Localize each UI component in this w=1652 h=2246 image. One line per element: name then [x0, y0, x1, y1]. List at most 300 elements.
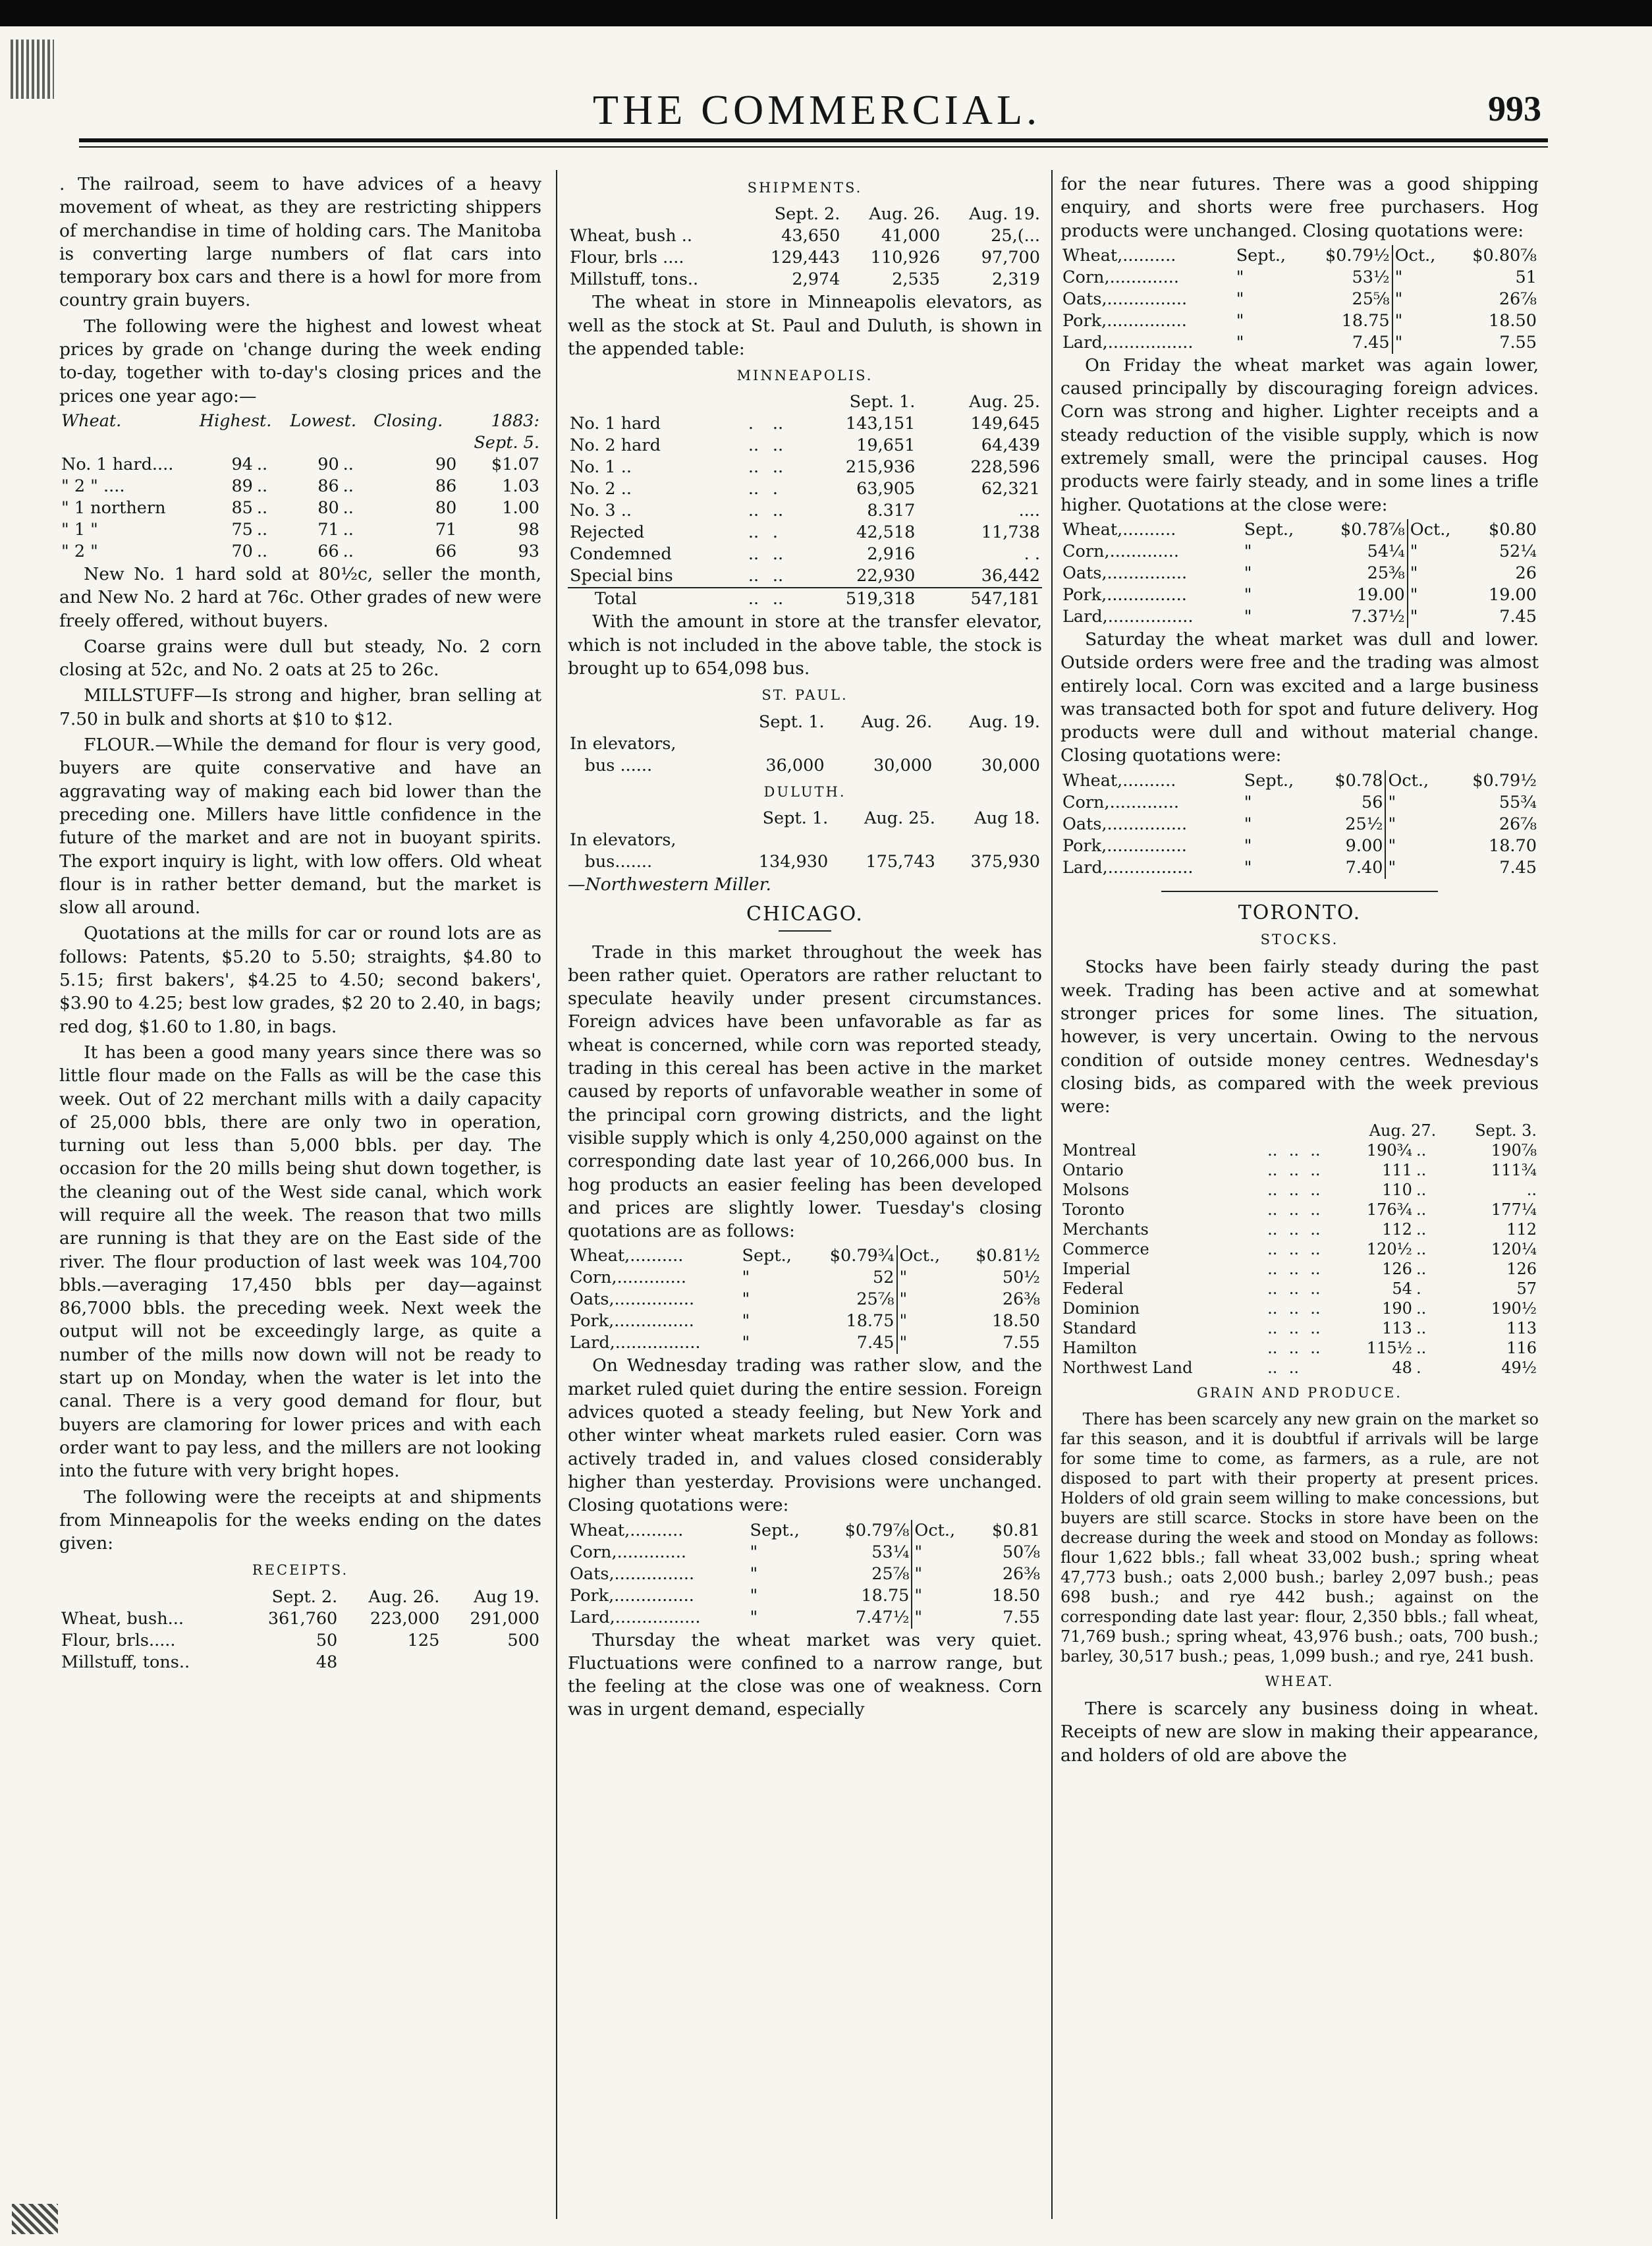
- cell: ..: [1310, 1200, 1321, 1220]
- cell: No. 1 hard....: [61, 454, 174, 474]
- cell: ..: [1288, 1299, 1299, 1318]
- section-heading-toronto: TORONTO.: [1238, 901, 1362, 924]
- section-rule: [1161, 891, 1438, 892]
- table-total-row: [568, 588, 1042, 610]
- duluth-stock-table: [568, 808, 1042, 873]
- cell: 120½: [1366, 1240, 1412, 1259]
- cell: ..: [1310, 1279, 1321, 1299]
- cell: 49½: [1501, 1359, 1537, 1378]
- cell: ..: [1416, 1220, 1427, 1239]
- cell: 18.50: [991, 1311, 1040, 1332]
- receipts-table: [59, 1586, 541, 1673]
- cell: 190⅞: [1491, 1141, 1537, 1160]
- cell: Wheat,..........: [570, 1520, 684, 1540]
- table-row: [568, 1267, 1042, 1289]
- cell: 2,319: [991, 269, 1040, 290]
- cell: ..: [1310, 1220, 1321, 1239]
- cell: ": [1408, 606, 1469, 628]
- cell: 18.70: [1488, 835, 1537, 856]
- cell: Lard,................: [1062, 332, 1194, 352]
- cell: ..: [1416, 1181, 1427, 1200]
- cell: ..: [1310, 1260, 1321, 1279]
- table-row: [1060, 563, 1539, 584]
- cell: ": [1244, 857, 1252, 878]
- cell: ": [1392, 332, 1451, 354]
- cell: ..: [1288, 1141, 1299, 1160]
- table-row: [568, 247, 1042, 269]
- cell: $0.78⅞: [1340, 519, 1405, 540]
- table-row: [1060, 770, 1539, 792]
- cell: 50⅞: [1002, 1542, 1040, 1562]
- cell: ..: [343, 541, 354, 561]
- st-paul-stock-table: [568, 712, 1042, 777]
- table-row: [568, 522, 1042, 544]
- cell: 64,439: [981, 435, 1040, 456]
- cell: Commerce: [1062, 1240, 1149, 1259]
- cell: 120¼: [1491, 1240, 1537, 1259]
- cell: 42,518: [856, 522, 916, 543]
- table-row: [1060, 541, 1539, 563]
- cell: Total: [568, 588, 746, 610]
- table-header: Aug 18.: [974, 808, 1040, 828]
- paragraph: . The railroad, seem to have advices of a heavy movement of wheat, as they are restricting shippers of merchandise in time of holding cars. The Manitoba is converting large numbers of flat cars into temporary box cars and there is a howl for more from country grain buyers.: [59, 174, 541, 311]
- cell: 19.00: [1488, 584, 1537, 605]
- cell: 86: [435, 476, 457, 496]
- cell: 115½: [1366, 1339, 1412, 1358]
- cell: " 1 ": [61, 519, 98, 540]
- section-heading: STOCKS.: [1260, 932, 1339, 948]
- heading-rule: [779, 930, 831, 932]
- cell: .: [772, 522, 778, 543]
- paragraph: Stocks have been fairly steady during the past week. Trading has been active and at somewhat stronger prices for some lines. The situation, however, is very uncertain. Owing to the nervous condition of outside money centres. Wednesday's closing bids, as compared with the week previous were:: [1060, 957, 1539, 1117]
- source-attribution: —Northwestern Miller.: [568, 874, 771, 895]
- cell: 80: [435, 497, 457, 518]
- cell: Oats,...............: [1062, 814, 1188, 834]
- cell: In elevators,: [570, 829, 676, 850]
- cell: ": [1244, 814, 1252, 834]
- cell: 57: [1516, 1279, 1537, 1299]
- cell: 177¼: [1491, 1200, 1537, 1220]
- cell: 30,000: [981, 755, 1040, 775]
- cell: Oct.,: [897, 1245, 955, 1267]
- table-row: [568, 457, 1042, 478]
- cell: ": [1385, 857, 1446, 879]
- cell: ": [897, 1289, 955, 1310]
- table-row: [1060, 1160, 1539, 1180]
- cell: 48: [316, 1652, 338, 1672]
- cell: 36,442: [981, 566, 1040, 586]
- cell: 143,151: [845, 414, 916, 434]
- cell: 62,321: [981, 479, 1040, 499]
- cell: $0.81½: [976, 1246, 1040, 1266]
- column-divider: [556, 170, 557, 2219]
- cell: ..: [1288, 1220, 1299, 1239]
- cell: Pork,...............: [570, 1585, 694, 1606]
- paragraph: for the near futures. There was a good shipping enquiry, and shorts were free purchasers. Hog products were unchanged. Closing quotations were:: [1060, 174, 1539, 241]
- cell: Standard: [1062, 1319, 1137, 1338]
- table-header: Aug. 25.: [969, 392, 1040, 412]
- cell: Sept.,: [742, 1246, 792, 1266]
- cell: $1.07: [491, 454, 539, 474]
- cell: 98: [518, 519, 539, 540]
- cell: 228,596: [970, 457, 1040, 478]
- cell: Wheat, bush...: [61, 1608, 184, 1629]
- cell: ..: [748, 479, 759, 499]
- cell: 97,700: [981, 248, 1040, 268]
- cell: " 2 " ....: [61, 476, 125, 496]
- cell: Sept.,: [1244, 770, 1294, 791]
- cell: ..: [1267, 1359, 1278, 1378]
- table-row: [568, 269, 1042, 291]
- cell: Pork,...............: [1062, 835, 1187, 856]
- paragraph: The wheat in store in Minneapolis elevators, as well as the stock at St. Paul and Duluth, is shown in the appended table:: [568, 292, 1042, 359]
- cell: ..: [772, 457, 784, 478]
- section-heading: RECEIPTS.: [252, 1562, 349, 1579]
- cell: 134,930: [758, 851, 829, 872]
- cell: Corn,.............: [1062, 541, 1179, 561]
- cell: 111: [1382, 1161, 1412, 1180]
- cell: ": [912, 1585, 972, 1607]
- cell: ": [912, 1563, 972, 1585]
- cell: ": [897, 1310, 955, 1332]
- cell: Millstuff, tons..: [61, 1652, 190, 1672]
- table-row: [568, 1310, 1042, 1332]
- scan-artifact-mark: [12, 2204, 58, 2234]
- cell: Sept.,: [1236, 245, 1286, 266]
- cell: ..: [1288, 1359, 1299, 1378]
- table-row: [1060, 1239, 1539, 1259]
- cell: ": [1244, 584, 1252, 605]
- table-row: [568, 544, 1042, 565]
- cell: ..: [772, 435, 784, 456]
- cell: In elevators,: [570, 733, 676, 754]
- cell: ..: [1310, 1161, 1321, 1180]
- cell: 547,181: [917, 588, 1042, 610]
- cell: ..: [1526, 1181, 1537, 1200]
- cell: " 1 northern: [61, 497, 166, 518]
- table-row: [1060, 519, 1539, 541]
- cell: ": [897, 1267, 955, 1289]
- cell: 125: [407, 1630, 440, 1650]
- cell: ": [1408, 563, 1469, 584]
- scan-artifact-mark: [11, 40, 54, 99]
- cell: ..: [748, 566, 759, 586]
- cell: 56: [1362, 792, 1383, 812]
- cell: ": [742, 1289, 750, 1310]
- cell: 71: [435, 519, 457, 540]
- cell: 48: [1392, 1359, 1412, 1378]
- section-heading-chicago: CHICAGO.: [746, 903, 864, 926]
- table-row: [568, 500, 1042, 522]
- table-row: [1060, 310, 1539, 332]
- chicago-quotes-wednesday: [568, 1520, 1042, 1629]
- cell: ": [1392, 267, 1451, 289]
- cell: ": [750, 1607, 758, 1627]
- cell: Hamilton: [1062, 1339, 1137, 1358]
- cell: Oct.,: [1408, 519, 1469, 541]
- cell: ..: [1267, 1279, 1278, 1299]
- cell: 52: [873, 1268, 895, 1288]
- table-header: Aug. 19.: [969, 712, 1040, 732]
- cell: $0.80⅞: [1472, 245, 1537, 266]
- cell: Lard,................: [1062, 857, 1194, 878]
- cell: 26⅞: [1499, 289, 1537, 309]
- cell: Oct.,: [1385, 770, 1446, 792]
- table-header: Lowest.: [290, 410, 356, 431]
- cell: ..: [1416, 1319, 1427, 1338]
- cell: ..: [771, 588, 795, 610]
- cell: 43,650: [781, 226, 840, 246]
- chicago-quotes-thursday: [1060, 245, 1539, 354]
- cell: 2,535: [892, 269, 941, 290]
- cell: 519,318: [795, 588, 917, 610]
- cell: No. 2 ..: [570, 479, 632, 499]
- cell: bus ......: [584, 755, 653, 775]
- cell: Wheat,..........: [1062, 245, 1176, 266]
- cell: 7.55: [1003, 1333, 1040, 1353]
- chicago-quotes-tuesday: [568, 1245, 1042, 1354]
- table-row: [1060, 606, 1539, 628]
- header-rule-thin: [79, 146, 1548, 148]
- table-header: Sept. 1.: [762, 808, 829, 828]
- table-header: Wheat.: [61, 410, 122, 431]
- cell: 19,651: [856, 435, 916, 456]
- cell: ..: [748, 457, 759, 478]
- table-row: [59, 541, 541, 563]
- page-header: [92, 86, 1541, 138]
- cell: ..: [1267, 1181, 1278, 1200]
- cell: 223,000: [370, 1608, 440, 1629]
- cell: Oct.,: [912, 1520, 972, 1542]
- table-header: Sept. 3.: [1475, 1121, 1537, 1140]
- cell: 86: [317, 476, 339, 496]
- section-heading: ST. PAUL.: [761, 687, 848, 704]
- table-row: [59, 1608, 541, 1630]
- cell: ..: [1416, 1141, 1427, 1160]
- cell: $0.79½: [1325, 245, 1390, 266]
- cell: . .: [1024, 544, 1040, 565]
- table-row: [59, 454, 541, 476]
- cell: 90: [317, 454, 339, 474]
- cell: 500: [507, 1630, 539, 1650]
- cell: Flour, brls ....: [570, 248, 684, 268]
- cell: 41,000: [881, 226, 941, 246]
- table-row: [568, 829, 1042, 851]
- paragraph: Thursday the wheat market was very quiet. Fluctuations were confined to a narrow range, but the feeling at the close was one of weakness. Corn was in urgent demand, especially: [568, 1629, 1042, 1720]
- paragraph: Saturday the wheat market was dull and lower. Outside orders were free and the trading was almost entirely local. Corn was excited and a large business was transacted both for spot and future delivery. Hog products were dull and without material change. Closing quotations were:: [1060, 629, 1539, 766]
- cell: 25⅞: [856, 1289, 895, 1310]
- cell: Pork,...............: [1062, 310, 1187, 331]
- cell: ..: [1310, 1240, 1321, 1259]
- cell: ..: [772, 544, 784, 565]
- cell: ..: [746, 588, 771, 610]
- cell: 26⅜: [1002, 1563, 1040, 1584]
- cell: ..: [1288, 1260, 1299, 1279]
- cell: ": [897, 1332, 955, 1354]
- cell: 89: [231, 476, 253, 496]
- cell: Condemned: [570, 544, 672, 565]
- cell: 190¾: [1366, 1141, 1412, 1160]
- cell: ..: [748, 544, 759, 565]
- cell: ..: [1267, 1161, 1278, 1180]
- cell: ..: [1288, 1181, 1299, 1200]
- cell: Imperial: [1062, 1260, 1130, 1279]
- cell: ..: [772, 501, 784, 521]
- cell: ..: [1416, 1339, 1427, 1358]
- cell: .: [748, 414, 754, 434]
- cell: Corn,.............: [1062, 792, 1179, 812]
- table-row: [568, 478, 1042, 500]
- cell: ..: [1288, 1279, 1299, 1299]
- cell: $0.79⅞: [844, 1520, 910, 1540]
- cell: 7.55: [1499, 332, 1537, 352]
- cell: 36,000: [765, 755, 825, 775]
- chicago-quotes-saturday: [1060, 770, 1539, 879]
- cell: Pork,...............: [570, 1311, 694, 1332]
- cell: ..: [256, 541, 268, 561]
- cell: 7.55: [1003, 1607, 1040, 1627]
- cell: ": [1244, 835, 1252, 856]
- table-row: [568, 1563, 1042, 1585]
- paragraph: There has been scarcely any new grain on the market so far this season, and it is doubtful if arrivals will be large for some time to come, as farmers, as a rule, are not disposed to part with their property at present prices. Holders of old grain seem willing to make concessions, but buyers are still scarce. Stocks in store have been on the decrease during the week and stood on Monday as follows: flour 1,622 bbls.; fall wheat 33,002 bush.; spring wheat 47,773 bush.; oats 2,000 bush.; barley 2,097 bush.; peas 698 bush.; and rye 442 bush.; against on the corresponding date last year: flour, 2,350 bbls.; fall wheat, 71,769 bush.; spring wheat, 43,976 bush.; oats, 700 bush.; barley, 30,517 bush.; peas, 1,099 bush.; and rye, 241 bush.: [1060, 1409, 1539, 1666]
- column-2: [568, 173, 1042, 2222]
- cell: ": [750, 1563, 758, 1584]
- table-row: [1060, 1338, 1539, 1358]
- cell: ..: [256, 454, 268, 474]
- cell: 2,916: [867, 544, 916, 565]
- cell: 25½: [1345, 814, 1383, 834]
- cell: ": [1408, 584, 1469, 606]
- table-header: Sept. 1.: [758, 712, 825, 732]
- cell: ": [1236, 332, 1244, 352]
- cell: Oats,...............: [570, 1289, 695, 1310]
- cell: 18.75: [1341, 310, 1390, 331]
- cell: 63,905: [856, 479, 916, 499]
- cell: .: [1416, 1359, 1421, 1378]
- cell: 93: [518, 541, 539, 561]
- cell: $0.80: [1488, 519, 1537, 540]
- section-heading: GRAIN AND PRODUCE.: [1197, 1385, 1402, 1401]
- cell: ..: [1310, 1181, 1321, 1200]
- cell: $0.81: [991, 1520, 1040, 1540]
- cell: Oats,...............: [570, 1563, 695, 1584]
- cell: ..: [1267, 1240, 1278, 1259]
- paragraph: New No. 1 hard sold at 80½c, seller the month, and New No. 2 hard at 76c. Other grades of new were freely offered, without buyers.: [59, 563, 541, 631]
- cell: .: [772, 479, 778, 499]
- cell: 375,930: [970, 851, 1040, 872]
- section-heading: WHEAT.: [1265, 1673, 1335, 1689]
- table-row: [1060, 1220, 1539, 1239]
- cell: Toronto: [1062, 1200, 1125, 1220]
- cell: ": [1236, 289, 1244, 309]
- cell: ..: [772, 414, 784, 434]
- cell: ..: [256, 519, 268, 540]
- table-header: Aug. 19.: [969, 204, 1040, 225]
- cell: ": [1385, 792, 1446, 814]
- table-row: [1060, 1299, 1539, 1318]
- cell: ..: [1310, 1319, 1321, 1338]
- cell: No. 1 ..: [570, 457, 632, 478]
- table-row: [59, 497, 541, 519]
- cell: ..: [748, 435, 759, 456]
- cell: ..: [343, 476, 354, 496]
- cell: 51: [1515, 267, 1537, 287]
- table-row: [1060, 245, 1539, 267]
- table-header: Sept. 5.: [474, 432, 539, 453]
- cell: Sept.,: [750, 1520, 800, 1540]
- cell: $0.79½: [1472, 770, 1537, 791]
- section-heading: DULUTH.: [763, 783, 846, 800]
- chicago-quotes-friday: [1060, 519, 1539, 628]
- minneapolis-stock-table: [568, 391, 1042, 610]
- cell: ..: [256, 476, 268, 496]
- cell: 149,645: [970, 414, 1040, 434]
- cell: Dominion: [1062, 1299, 1140, 1318]
- cell: 2,974: [792, 269, 840, 290]
- cell: 18.50: [1488, 310, 1537, 331]
- cell: 7.45: [1352, 332, 1390, 352]
- paragraph: The following were the highest and lowest wheat prices by grade on 'change during the week ending to-day, together with to-day's closing prices and the prices one year ago:—: [59, 316, 541, 407]
- table-row: [59, 519, 541, 541]
- table-header: Aug 19.: [474, 1586, 539, 1607]
- table-row: [568, 1245, 1042, 1267]
- table-row: [1060, 792, 1539, 814]
- cell: 85: [231, 497, 253, 518]
- table-row: [568, 1332, 1042, 1354]
- cell: Merchants: [1062, 1220, 1149, 1239]
- cell: ": [1244, 563, 1252, 583]
- cell: ..: [1416, 1161, 1427, 1180]
- paragraph: With the amount in store at the transfer elevator, which is not included in the above table, the stock is brought up to 654,098 bus.: [568, 611, 1042, 679]
- table-row: [1060, 289, 1539, 310]
- cell: 75: [231, 519, 253, 540]
- cell: 19.00: [1356, 584, 1405, 605]
- cell: 175,743: [866, 851, 935, 872]
- cell: ": [742, 1333, 750, 1353]
- cell: $0.78: [1335, 770, 1383, 791]
- table-row: [1060, 1259, 1539, 1279]
- cell: No. 2 hard: [570, 435, 661, 456]
- cell: 7.45: [1499, 857, 1537, 878]
- table-header: Aug. 27.: [1369, 1121, 1437, 1140]
- cell: ": [1385, 814, 1446, 835]
- cell: 94: [231, 454, 253, 474]
- table-row: [568, 733, 1042, 755]
- cell: 113: [1382, 1319, 1412, 1338]
- table-row: [59, 476, 541, 497]
- cell: 1.03: [502, 476, 539, 496]
- cell: ..: [1267, 1220, 1278, 1239]
- cell: 113: [1506, 1319, 1537, 1338]
- cell: ..: [343, 497, 354, 518]
- column-divider: [1051, 170, 1053, 2219]
- cell: Wheat,..........: [570, 1246, 684, 1266]
- cell: ..: [1288, 1200, 1299, 1220]
- table-header: Aug. 26.: [368, 1586, 440, 1607]
- paragraph: The following were the receipts at and shipments from Minneapolis for the weeks ending on the dates given:: [59, 1486, 541, 1554]
- paragraph: There is scarcely any business doing in wheat. Receipts of new are slow in making their appearance, and holders of old are above the: [1060, 1699, 1539, 1766]
- table-header: Highest.: [199, 410, 272, 431]
- paragraph: Coarse grains were dull but steady, No. 2 corn closing at 52c, and No. 2 oats at 25 to 26c.: [59, 636, 541, 681]
- table-header: Sept. 2.: [774, 204, 840, 225]
- table-row: [568, 413, 1042, 435]
- cell: ..: [1267, 1319, 1278, 1338]
- cell: 110: [1382, 1181, 1412, 1200]
- cell: ..: [1288, 1339, 1299, 1358]
- cell: ": [1236, 310, 1244, 331]
- cell: 9.00: [1345, 835, 1383, 856]
- cell: Ontario: [1062, 1161, 1124, 1180]
